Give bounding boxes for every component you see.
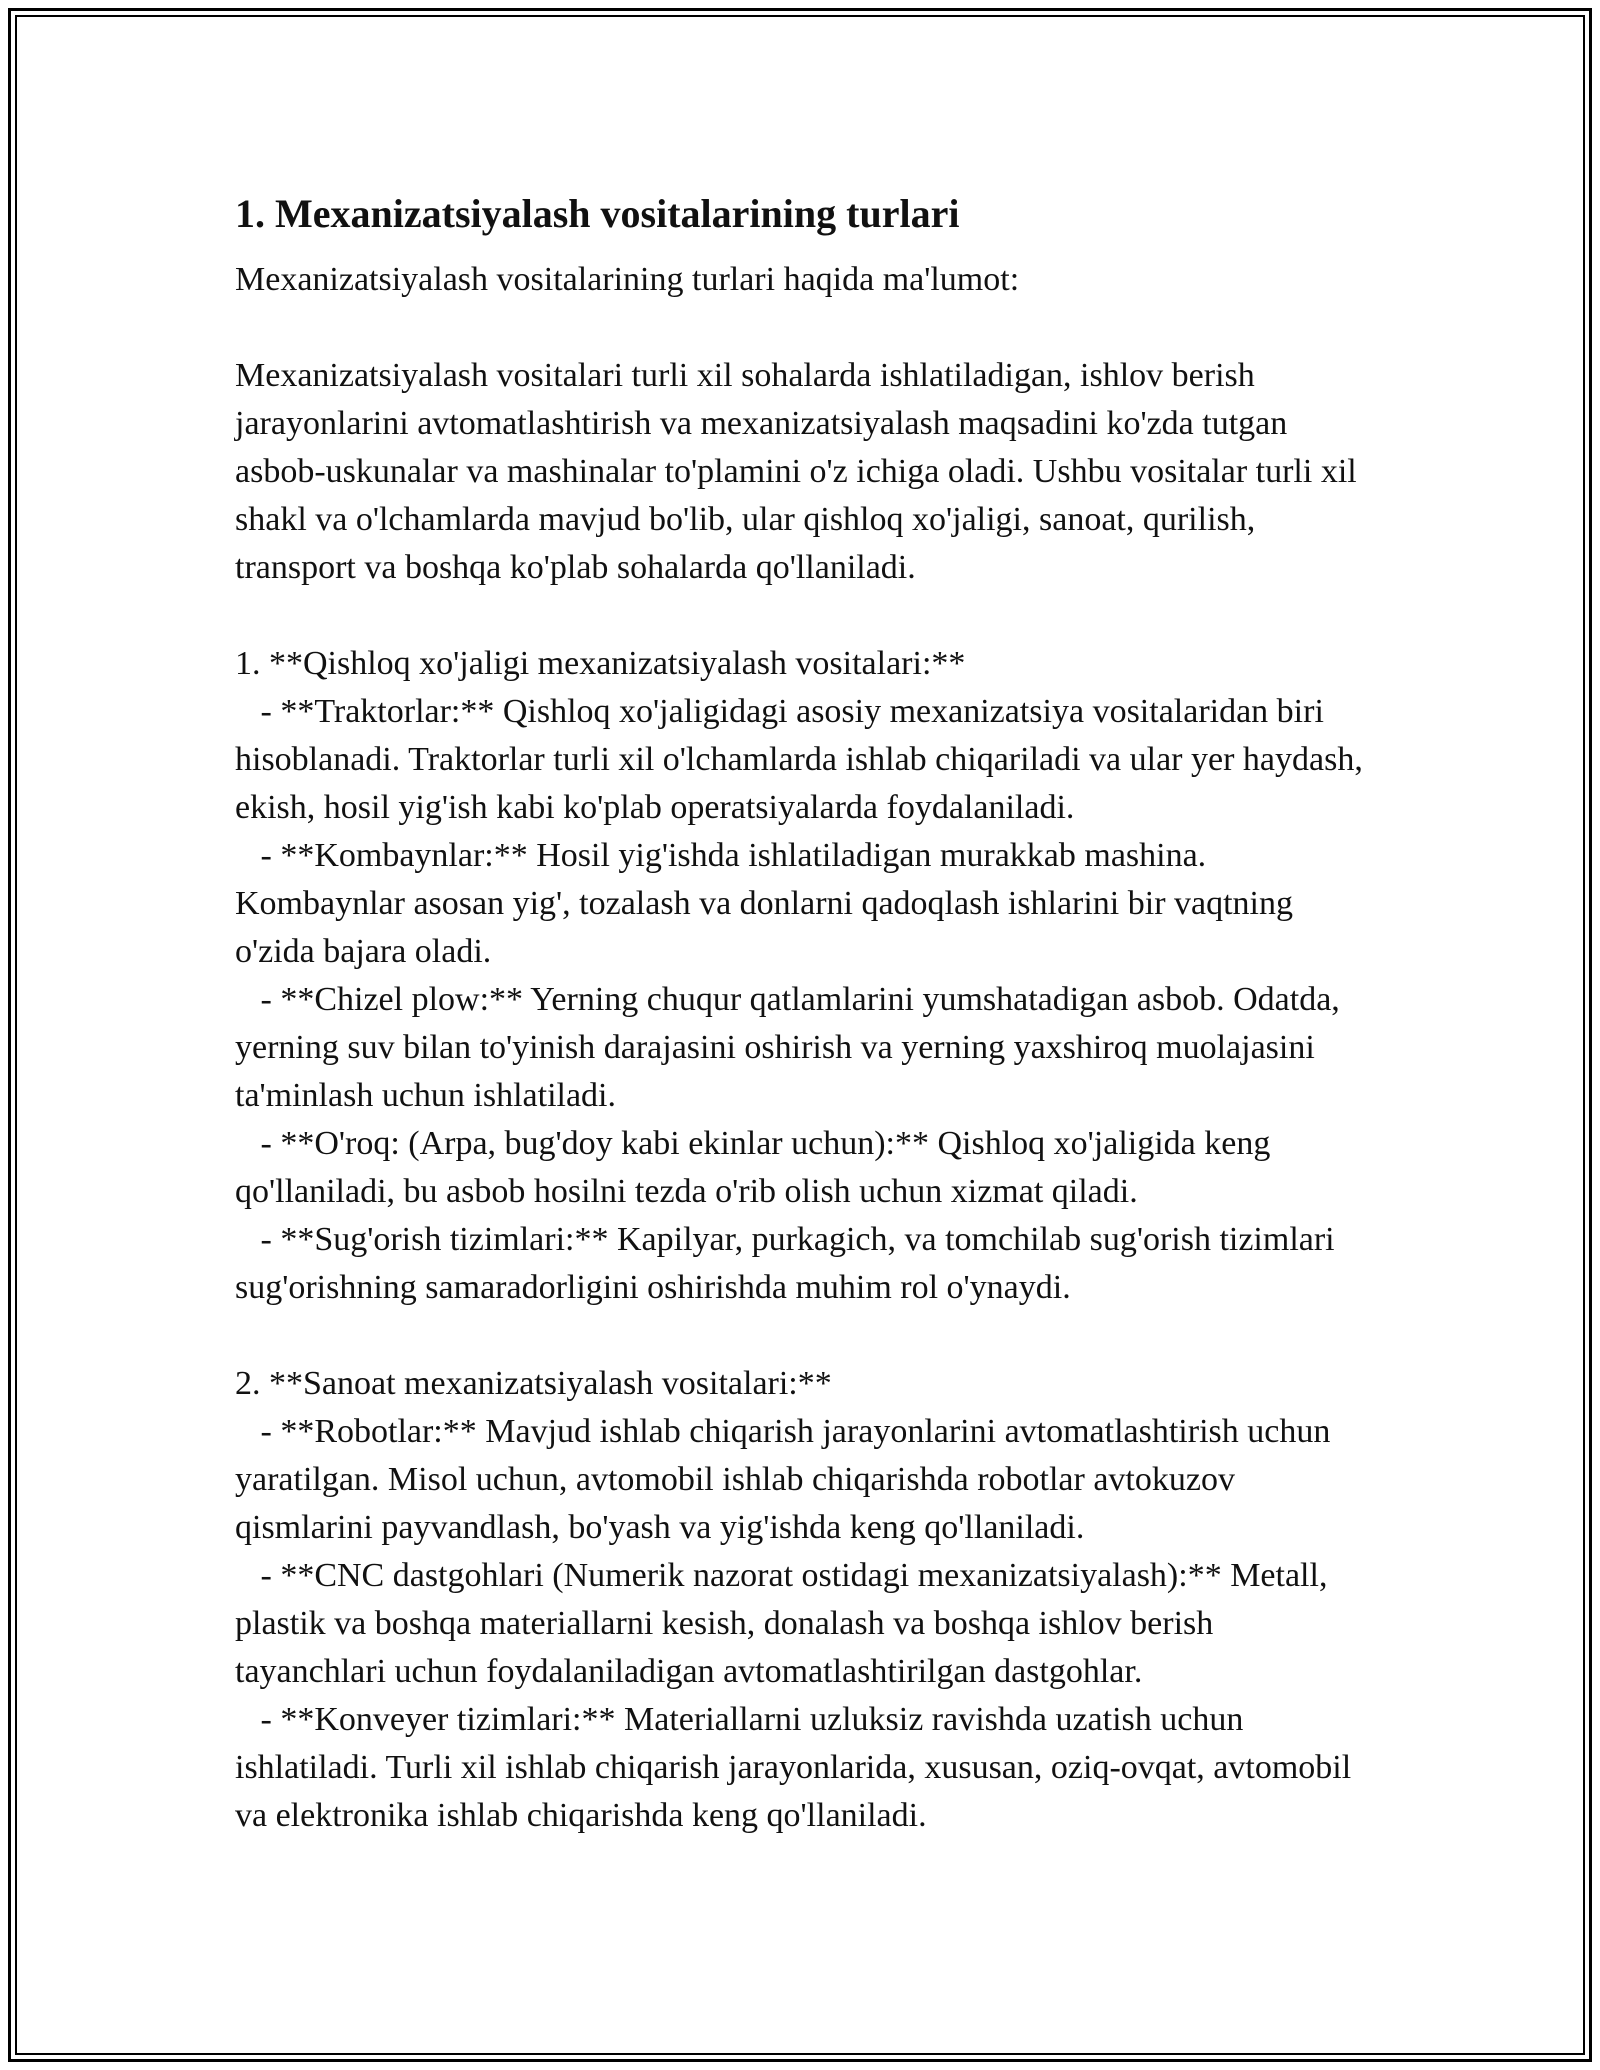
list-item-text: - **Chizel plow:** Yerning chuqur qatlamlarini yumshatadigan asbob. Odatda, yerning suv bilan to'yinish darajasini oshirish va yerning yaxshiroq muolajasini ta'minlash uchun ishlatiladi. — [235, 981, 1340, 1114]
list-item — [235, 688, 1365, 832]
list-item-text: - **Sug'orish tizimlari:** Kapilyar, purkagich, va tomchilab sug'orish tizimlari sug'orishning samaradorligini oshirishda muhim rol o'ynaydi. — [235, 1221, 1335, 1306]
document-title: 1. Mexanizatsiyalash vositalarining turlari — [235, 191, 960, 236]
list-item — [235, 976, 1365, 1120]
list-item-text: - **CNC dastgohlari (Numerik nazorat ostidagi mexanizatsiyalash):** Metall, plastik va boshqa materiallarni kesish, donalash va boshqa ishlov berish tayanchlari uchun foydalaniladigan avtomatlashtirilgan dastgohlar. — [235, 1557, 1328, 1690]
intro-line: Mexanizatsiyalash vositalarining turlari haqida ma'lumot: — [235, 261, 1020, 298]
list-item — [235, 1552, 1365, 1696]
section-heading: 1. **Qishloq xo'jaligi mexanizatsiyalash vositalari:** — [235, 645, 966, 682]
list-item — [235, 832, 1365, 976]
list-item — [235, 1696, 1365, 1840]
list-item-text: - **O'roq: (Arpa, bug'doy kabi ekinlar uchun):** Qishloq xo'jaligida keng qo'llaniladi, bu asbob hosilni tezda o'rib olish uchun xizmat qiladi. — [235, 1125, 1271, 1210]
section-heading: 2. **Sanoat mexanizatsiyalash vositalari:** — [235, 1365, 832, 1402]
section-industry — [235, 1360, 1365, 1840]
document-body — [235, 188, 1365, 1840]
section-agriculture — [235, 640, 1365, 1312]
list-item-text: - **Kombaynlar:** Hosil yig'ishda ishlatiladigan murakkab mashina. Kombaynlar asosan yig', tozalash va donlarni qadoqlash ishlarini bir vaqtning o'zida bajara oladi. — [235, 837, 1294, 970]
list-item — [235, 1120, 1365, 1216]
overview-paragraph: Mexanizatsiyalash vositalari turli xil sohalarda ishlatiladigan, ishlov berish jarayonlarini avtomatlashtirish va mexanizatsiyalash maqsadini ko'zda tutgan asbob-uskunalar va mashinalar to'plamini o'z ichiga oladi. Ushbu vositalar turli xil shakl va o'lchamlarda mavjud bo'lib, ular qishloq xo'jaligi, sanoat, qurilish, transport va boshqa ko'plab sohalarda qo'llaniladi. — [235, 357, 1357, 586]
list-item — [235, 1216, 1365, 1312]
list-item-text: - **Robotlar:** Mavjud ishlab chiqarish jarayonlarini avtomatlashtirish uchun yaratilgan. Misol uchun, avtomobil ishlab chiqarishda robotlar avtokuzov qismlarini payvandlash, bo'yash va yig'ishda keng qo'llaniladi. — [235, 1413, 1331, 1546]
list-item — [235, 1408, 1365, 1552]
list-item-text: - **Konveyer tizimlari:** Materiallarni uzluksiz ravishda uzatish uchun ishlatiladi. Turli xil ishlab chiqarish jarayonlarida, xususan, oziq-ovqat, avtomobil va elektronika ishlab chiqarishda keng qo'llaniladi. — [235, 1701, 1352, 1834]
list-item-text: - **Traktorlar:** Qishloq xo'jaligidagi asosiy mexanizatsiya vositalaridan biri hisoblanadi. Traktorlar turli xil o'lchamlarda ishlab chiqariladi va ular yer haydash, ekish, hosil yig'ish kabi ko'plab operatsiyalarda foydalaniladi. — [235, 693, 1363, 826]
